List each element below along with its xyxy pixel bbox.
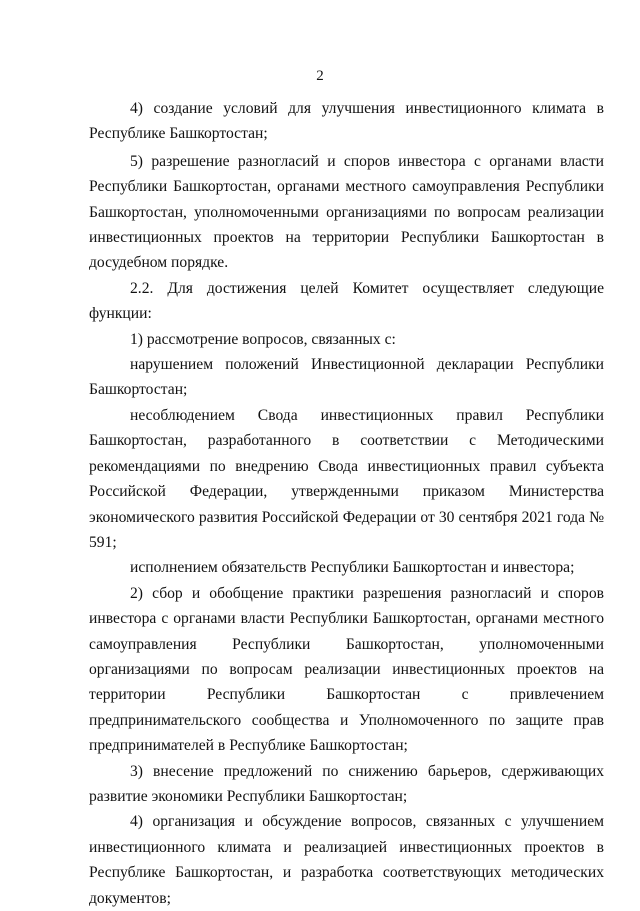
paragraph-section-2-2: 2.2. Для достижения целей Комитет осуществляет следующие функции: [89,279,604,323]
paragraph-declaration-violation: нарушением положений Инвестиционной декларации Республики Башкортостан; [89,356,604,399]
paragraph-function-1: 1) рассмотрение вопросов, связанных с: [130,330,396,348]
paragraph-rules-noncompliance: несоблюдением Свода инвестиционных правил Республики Башкортостан, разработанного в соответствии с Методическими рекомендациями по внедрению Свода инвестиционных правил субъекта Российской Федерации, утвержденными приказом Министерства экономического развития Российской Федерации от 30 сентября 2021 года № 591; [89,406,604,551]
document-body [89,96,604,911]
paragraph-obligations: исполнением обязательств Республики Башкортостан и инвестора; [130,559,575,577]
paragraph-function-2: 2) сбор и обобщение практики разрешения разногласий и споров инвестора с органами власти Республики Башкортостан, органами местного самоуправления Республики Башкортостан, уполномоченными организациями по вопросам реализации инвестиционных проектов на территории Республики Башкортостан с привлечением предпринимательского сообщества и Уполномоченного по защите прав предпринимателей в Республике Башкортостан; [89,584,604,755]
paragraph-function-3: 3) внесение предложений по снижению барьеров, сдерживающих развитие экономики Республики Башкортостан; [89,762,604,805]
paragraph-function-4: 4) организация и обсуждение вопросов, связанных с улучшением инвестиционного климата и реализацией инвестиционных проектов в Республике Башкортостан, и разработка соответствующих методических документов; [89,813,604,907]
paragraph-item-5-dispute-resolution: 5) разрешение разногласий и споров инвестора с органами власти Республики Башкортостан, органами местного самоуправления Республики Башкортостан, уполномоченными организациями по вопросам реализации инвестиционных проектов на территории Республики Башкортостан в досудебном порядке. [89,152,604,272]
page-number: 2 [316,68,324,84]
paragraph-item-4-investment-climate: 4) создание условий для улучшения инвестиционного климата в Республике Башкортостан; [89,100,604,143]
